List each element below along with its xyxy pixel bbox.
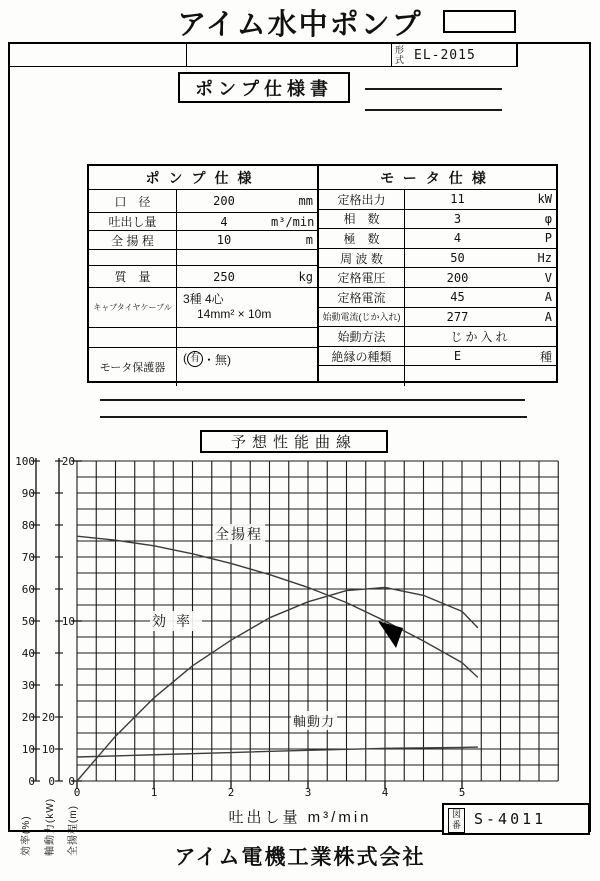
row-label: 定格電圧 [319,268,405,287]
table-row [319,229,556,249]
row-value: 3 [453,211,462,226]
row-unit: kW [537,192,552,207]
performance-curve-title-box: 予想性能曲線 [200,430,388,453]
axis-tick-label: 4 [381,786,389,799]
axis-title-efficiency: 効率(%) [21,815,32,856]
row-value: 200 [213,194,235,208]
axis-tick-label: 10 [21,743,35,756]
row-unit: m [305,233,313,247]
row-label: 定格電流 [319,288,405,307]
axis-tick-label: 40 [21,647,35,660]
drawing-number-box [442,803,590,835]
row-label: 始動電流(じか入れ) [319,308,405,327]
drawing-number-label: 図番 [448,808,465,833]
table-row-empty [89,250,317,266]
row-label: 周 波 数 [319,249,405,268]
protector-selected: 有 [187,351,203,367]
head-curve-label: 全揚程 [215,526,263,542]
axis-tick-label: 1 [150,786,158,799]
row-value: 4 [220,214,228,229]
row-value: 10 [216,233,232,247]
row-label: 質 量 [89,266,177,287]
table-row [319,210,556,230]
axis-tick-label: 0 [73,786,81,799]
row-label: 定格出力 [319,190,405,209]
row-label [89,328,177,347]
row-value: 250 [213,269,235,284]
axis-tick-label: 20 [41,711,55,724]
row-label: モータ保護器 [89,348,177,386]
axis-tick-label: 2 [227,786,235,799]
cable-line1: 3種 4心 [183,292,224,306]
row-unit: kg [298,269,313,284]
table-row [319,308,556,328]
cable-line2: 14mm² × 10m [197,307,272,321]
page-title: アイム水中ポンプ [177,9,423,41]
header-cell-model [392,44,516,66]
protector-pre: ( [183,351,187,365]
row-label: 始動方法 [319,327,405,346]
axis-title-head: 全揚程(m) [68,805,79,856]
ruled-line [365,88,502,90]
protector-post: ・無) [203,353,231,367]
ruled-line [365,109,502,111]
axis-tick-label: 3 [304,786,312,799]
row-label [89,250,177,265]
row-label [319,366,405,386]
row-value: 4 [453,231,462,246]
row-unit: P [544,231,552,246]
xaxis-title: 吐出し量 m³/min [228,809,372,826]
axis-tick-label: 70 [21,551,35,564]
row-value: 45 [450,290,465,305]
row-label: 吐出し量 [89,213,177,230]
axis-tick-label: 60 [21,583,35,596]
axis-tick-label: 5 [458,786,466,799]
table-row [319,268,556,288]
table-row-empty [89,328,317,348]
row-value: 277 [446,309,469,324]
row-label: 口 径 [89,190,177,212]
row-label: 相 数 [319,210,405,229]
header-cell-blank-2 [187,44,392,66]
table-row [89,266,317,288]
row-label: 極 数 [319,229,405,248]
row-unit: φ [544,211,552,226]
axis-tick-label: 0 [68,775,75,788]
row-unit: m³/min [271,214,315,229]
axis-tick-label: 30 [21,679,35,692]
pump-table-title: ポンプ仕様 [89,166,317,190]
notes-ruled-line [100,416,527,418]
table-row [319,249,556,269]
spec-sheet-title-box: ポンプ仕様書 [178,72,350,103]
motor-spec-table [317,164,558,383]
model-label: 形式 [395,45,405,65]
header-cell-blank-1 [10,44,187,66]
drawing-number-value: S-4011 [474,810,547,828]
pump-spec-table [87,164,317,383]
row-unit: Hz [537,251,552,266]
table-row [319,190,556,210]
row-value: E [453,349,462,364]
table-row [319,347,556,367]
row-unit: V [544,270,552,285]
table-row [319,327,556,347]
row-value: 50 [450,251,465,266]
axis-tick-label: 100 [15,455,35,468]
row-unit: mm [298,194,313,208]
model-value: EL-2015 [414,47,476,63]
axis-tick-label: 10 [41,743,55,756]
row-value: 11 [450,192,465,207]
row-unit: A [544,309,552,324]
motor-table-title: モータ仕様 [319,166,556,190]
row-unit: A [544,290,552,305]
row-label: 絶縁の種類 [319,347,405,366]
table-row-empty [319,366,556,386]
axis-tick-label: 20 [21,711,35,724]
table-row-protector [89,348,317,386]
table-row-cable [89,288,317,328]
axis-tick-label: 20 [61,455,75,468]
axis-tick-label: 0 [28,775,35,788]
efficiency-curve-label: 効率 [152,613,200,629]
row-value: じか入れ [450,329,511,344]
header-row [8,42,518,67]
row-value: 200 [446,270,469,285]
table-row [319,288,556,308]
axis-tick-label: 50 [21,615,35,628]
company-name: アイム電機工業株式会社 [174,846,426,869]
table-row [89,213,317,231]
axis-title-power: 軸動力(kW) [45,797,56,856]
axis-tick-label: 90 [21,487,35,500]
axis-tick-label: 80 [21,519,35,532]
table-row [89,231,317,250]
row-unit: 種 [539,349,552,364]
notes-ruled-line [100,399,525,401]
row-label: 全 揚 程 [89,231,177,249]
blank-stamp-box [443,10,516,33]
table-row [89,190,317,213]
power-curve-label: 軸動力 [291,711,337,730]
axis-tick-label: 10 [61,615,75,628]
row-label: キャブタイヤケーブル [89,288,177,327]
axis-tick-label: 0 [48,775,55,788]
